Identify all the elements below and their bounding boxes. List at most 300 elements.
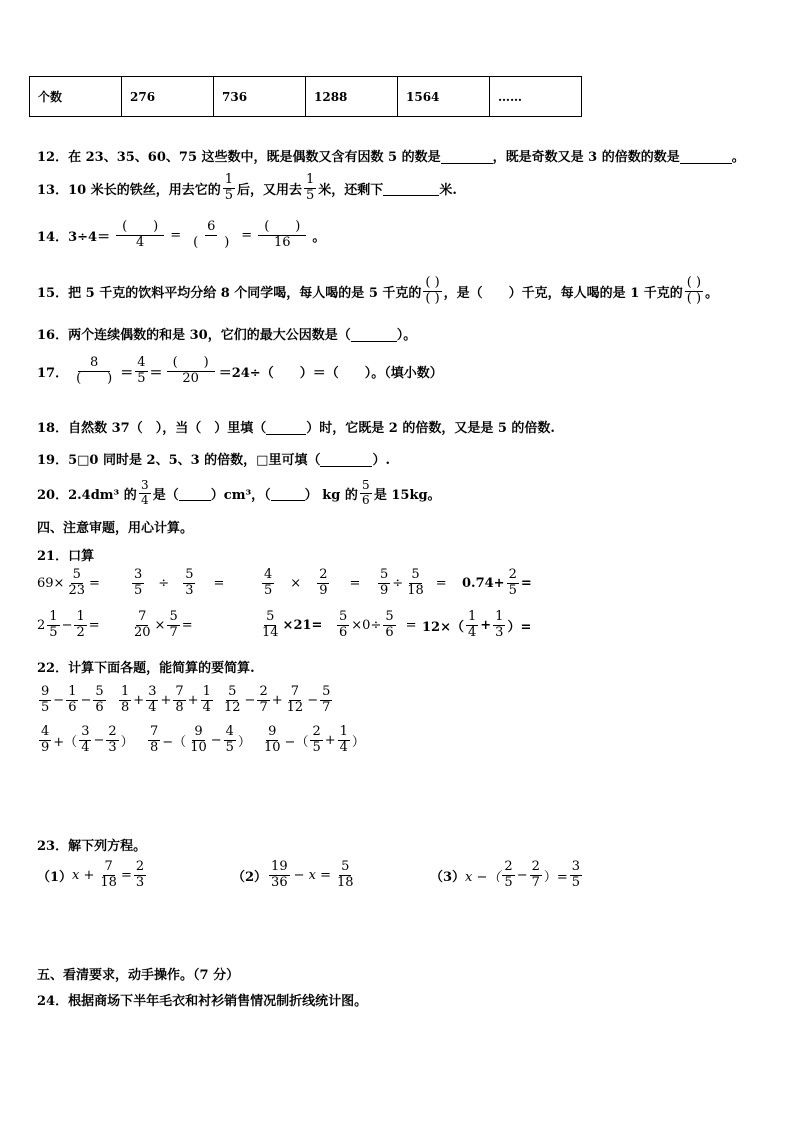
- math-text: =: [88, 617, 100, 633]
- denominator: ( ): [76, 370, 113, 386]
- fraction: [423, 276, 441, 307]
- fraction: [224, 725, 236, 756]
- question-text: 2.4dm³ 的: [68, 487, 137, 503]
- fraction: [148, 725, 160, 756]
- table-cell: 276: [122, 77, 214, 117]
- numerator: 4: [137, 355, 146, 370]
- math-text: +: [133, 692, 145, 708]
- denominator: 4: [140, 492, 149, 507]
- equation-3: [430, 860, 584, 891]
- fraction: [173, 685, 185, 716]
- numerator: 5: [385, 609, 394, 624]
- fraction: [262, 568, 274, 599]
- denominator: 5: [264, 582, 273, 598]
- denominator: 8: [121, 699, 130, 715]
- calc-item: [37, 685, 108, 716]
- numerator: 1: [495, 609, 504, 624]
- math-text: −: [244, 692, 256, 708]
- numerator: 1: [467, 609, 477, 624]
- math-text: −: [516, 867, 528, 883]
- denominator: 4: [136, 234, 145, 250]
- numerator: 5: [411, 567, 420, 582]
- question-number: 12．: [37, 150, 69, 165]
- fraction: [167, 610, 179, 641]
- denominator: 12: [286, 699, 304, 715]
- mental-calc-item: [37, 568, 100, 599]
- math-text: ）: [351, 734, 365, 750]
- math-text: −: [53, 692, 65, 708]
- denominator: 7: [259, 699, 268, 715]
- fraction: [79, 725, 91, 756]
- numerator: 2: [508, 567, 517, 582]
- numerator: 5: [185, 567, 194, 582]
- math-text: ）: [237, 734, 251, 750]
- math-text: ÷: [392, 575, 404, 591]
- denominator: ( ): [193, 234, 230, 250]
- question-text: 米.: [439, 182, 457, 198]
- question-number: 18．: [37, 421, 69, 436]
- question-text: 把 5 千克的饮料平均分给 8 个同学喝，每人喝的是 5 千克的: [68, 285, 422, 301]
- denominator: 6: [339, 624, 348, 640]
- numerator: 1: [68, 684, 77, 699]
- question-number: 15．: [37, 285, 69, 301]
- calc-item: [146, 725, 251, 756]
- fraction: [119, 685, 131, 716]
- question-text: ） kg 的: [304, 487, 358, 503]
- math-text: −: [80, 692, 92, 708]
- question-text: ）cm³，（: [210, 487, 271, 503]
- table-cell: 1288: [306, 77, 398, 117]
- equation-1: [37, 860, 148, 891]
- denominator: 4: [81, 739, 90, 755]
- numerator: 7: [138, 609, 147, 624]
- fraction: [74, 610, 86, 641]
- fraction: [222, 685, 243, 716]
- math-text: =: [435, 575, 447, 591]
- question-text: 是 15kg。: [373, 487, 441, 503]
- numerator: 3: [134, 567, 143, 582]
- denominator: 36: [271, 874, 288, 890]
- fraction: [223, 173, 235, 204]
- numerator: 2: [108, 724, 117, 739]
- numerator: 5: [72, 567, 81, 582]
- denominator: 9: [41, 739, 50, 755]
- answer-blank[interactable]: [320, 451, 372, 467]
- equals-sign: ＝: [149, 365, 163, 381]
- math-text: −: [61, 617, 73, 633]
- denominator: 3: [185, 582, 194, 598]
- math-text: =: [120, 867, 132, 883]
- fraction: [466, 610, 478, 641]
- numerator: 9: [194, 724, 203, 739]
- numerator: 1: [121, 684, 130, 699]
- math-text: +（: [53, 734, 78, 750]
- equals-sign: =: [241, 227, 253, 243]
- math-text: ×: [154, 617, 166, 633]
- question-number: 19．: [37, 453, 69, 468]
- mental-calc-item: [422, 610, 531, 641]
- numerator: 5: [380, 567, 389, 582]
- question-text: 。: [731, 150, 745, 165]
- fraction: [310, 725, 322, 756]
- question-text: 在 23、35、60、75 这些数中，既是偶数又含有因数 5 的数是: [68, 150, 441, 165]
- fraction: [39, 685, 51, 716]
- numerator: 7: [175, 684, 184, 699]
- calc-item: [260, 725, 365, 756]
- question-16: [37, 324, 416, 343]
- equation-2: [232, 860, 358, 891]
- fraction: [132, 610, 153, 641]
- fraction: [507, 568, 519, 599]
- denominator: 14: [262, 624, 279, 640]
- numerator: 2: [504, 859, 513, 874]
- mental-calc-item: [130, 610, 193, 641]
- denominator: 3: [135, 874, 145, 890]
- denominator: 6: [385, 624, 394, 640]
- numerator: 5: [95, 684, 104, 699]
- section-heading: 五、看清要求，动手操作。（7 分）: [37, 968, 240, 983]
- fraction: [335, 860, 356, 891]
- denominator: 18: [336, 874, 354, 890]
- answer-blank[interactable]: [179, 485, 211, 501]
- denominator: 5: [224, 187, 233, 203]
- denominator: 5: [225, 739, 234, 755]
- question-text: ）时，它既是 2 的倍数，又是是 5 的倍数.: [306, 421, 555, 436]
- question-21-title: 21．口算: [37, 549, 95, 564]
- numerator: 9: [41, 684, 50, 699]
- numerator: 1: [306, 172, 315, 187]
- numerator: 2: [531, 859, 540, 874]
- question-text: 10 米长的铁丝，用去它的: [68, 182, 221, 198]
- denominator: 4: [148, 699, 157, 715]
- numerator: 4: [264, 567, 273, 582]
- fraction: [106, 725, 118, 756]
- count-table: [29, 76, 582, 117]
- math-text: x +: [72, 867, 95, 883]
- math-text: =: [520, 575, 532, 591]
- numerator: ( ): [686, 275, 702, 290]
- table-cell: 1564: [398, 77, 490, 117]
- numerator: ( ): [116, 220, 164, 236]
- fraction: [260, 610, 281, 641]
- math-text: =: [213, 575, 225, 591]
- numerator: 4: [225, 724, 234, 739]
- numerator: 1: [339, 724, 348, 739]
- denominator: 6: [95, 699, 104, 715]
- math-text: ×0÷: [351, 617, 382, 633]
- question-text: ，既是奇数又是 3 的倍数的数是: [492, 150, 680, 165]
- fraction: [337, 610, 349, 641]
- fraction: [258, 220, 306, 251]
- numerator: 1: [49, 609, 58, 624]
- question-12: [37, 146, 745, 165]
- fraction: [139, 479, 151, 508]
- math-text: ×: [290, 575, 302, 591]
- fraction: [378, 568, 390, 599]
- denominator: 5: [134, 582, 143, 598]
- fraction: [98, 860, 119, 891]
- denominator: 9: [380, 582, 389, 598]
- numerator: 1: [76, 609, 85, 624]
- question-text: 两个连续偶数的和是 30，它们的最大公因数是（: [68, 328, 351, 343]
- fraction: [116, 220, 164, 251]
- fraction: [132, 568, 144, 599]
- math-text: 0.74+: [462, 575, 505, 591]
- question-number: 16．: [37, 328, 69, 343]
- denominator: 18: [100, 874, 117, 890]
- fraction: [146, 685, 158, 716]
- denominator: 6: [68, 699, 77, 715]
- numerator: 5: [228, 684, 237, 699]
- math-text: +: [187, 692, 199, 708]
- denominator: 18: [407, 582, 424, 598]
- numerator: ( ): [258, 220, 306, 236]
- math-text: −: [210, 732, 222, 748]
- denominator: 7: [531, 874, 540, 890]
- question-text: 3÷4＝: [68, 229, 111, 245]
- question-23-title: 23．解下列方程。: [37, 839, 147, 854]
- fraction: [135, 356, 147, 387]
- denominator: 20: [182, 370, 199, 386]
- question-text: 。: [312, 229, 326, 245]
- question-18: [37, 417, 555, 436]
- fraction: [66, 568, 87, 599]
- math-text: 69×: [37, 575, 65, 591]
- fraction: [530, 860, 542, 891]
- numerator: 1: [224, 172, 233, 187]
- numerator: 3: [139, 479, 151, 494]
- numerator: 2: [259, 684, 268, 699]
- calc-item: [37, 725, 134, 756]
- question-text: 自然数 37（ ），当（ ）里填（: [68, 421, 267, 436]
- question-text: 是（: [152, 487, 179, 503]
- denominator: ( ): [425, 290, 440, 306]
- math-text: ÷: [158, 575, 170, 591]
- denominator: 5: [41, 699, 50, 715]
- denominator: 5: [508, 582, 517, 598]
- calc-item: [117, 685, 215, 716]
- answer-blank[interactable]: [441, 148, 493, 164]
- question-22-title: 22．计算下面各题，能简算的要简算.: [37, 661, 255, 676]
- question-15: [37, 276, 718, 307]
- denominator: 3: [108, 739, 117, 755]
- question-text: ）。: [396, 328, 417, 343]
- math-text: ）=: [507, 619, 532, 635]
- fraction: [39, 725, 51, 756]
- math-text: =: [349, 575, 361, 591]
- table-cell: 个数: [30, 77, 122, 117]
- fraction: [320, 685, 332, 716]
- math-text: −: [93, 732, 105, 748]
- denominator: 4: [339, 739, 348, 755]
- denominator: ( ): [686, 290, 702, 306]
- mental-calc-item: [37, 610, 100, 641]
- denominator: 5: [306, 187, 315, 203]
- denominator: 3: [495, 624, 504, 640]
- denominator: 7: [169, 624, 178, 640]
- denominator: 10: [190, 739, 207, 755]
- question-text: ＝24÷（ ）＝（ ）。（填小数）: [218, 365, 443, 381]
- answer-blank[interactable]: [680, 148, 732, 164]
- math-text: − x =: [293, 867, 331, 883]
- numerator: 2: [135, 859, 145, 874]
- fraction: [257, 685, 269, 716]
- math-text: +: [324, 732, 336, 748]
- question-number: 20．: [37, 487, 69, 503]
- table-cell: 736: [214, 77, 306, 117]
- numerator: 2: [319, 567, 328, 582]
- math-text: （2）: [232, 869, 268, 885]
- denominator: 2: [76, 624, 85, 640]
- numerator: 9: [268, 724, 277, 739]
- section-heading: 四、注意审题，用心计算。: [37, 521, 194, 536]
- numerator: 3: [148, 684, 157, 699]
- fraction: [405, 568, 426, 599]
- question-17: [37, 356, 443, 387]
- equals-sign: =: [170, 227, 182, 243]
- numerator: 3: [571, 859, 581, 874]
- numerator: 2: [312, 724, 321, 739]
- question-number: 14．: [37, 229, 69, 245]
- denominator: 4: [467, 624, 477, 640]
- numerator: 7: [290, 684, 300, 699]
- fraction: [183, 568, 195, 599]
- denominator: 8: [150, 739, 159, 755]
- fraction: [269, 860, 290, 891]
- equals-sign: ＝: [120, 365, 134, 381]
- question-14: [37, 220, 325, 251]
- denominator: 5: [571, 874, 581, 890]
- mental-calc-item: [376, 568, 447, 599]
- question-text: ）.: [372, 453, 390, 468]
- answer-blank[interactable]: [266, 419, 306, 435]
- fraction: [134, 860, 146, 891]
- numerator: 8: [78, 356, 110, 372]
- denominator: 12: [224, 699, 241, 715]
- fraction: [66, 685, 78, 716]
- numerator: 5: [339, 609, 348, 624]
- math-text: +: [160, 692, 172, 708]
- fraction: [317, 568, 329, 599]
- denominator: 8: [175, 699, 184, 715]
- denominator: 9: [319, 582, 328, 598]
- question-20: [37, 479, 441, 508]
- fraction: [338, 725, 350, 756]
- numerator: 7: [150, 724, 159, 739]
- math-text: ）=: [543, 869, 568, 885]
- fraction: [383, 610, 395, 641]
- fraction: [360, 479, 372, 508]
- math-text: −（: [162, 734, 187, 750]
- fraction: [47, 610, 59, 641]
- fraction: [685, 276, 703, 307]
- calc-item: [220, 685, 334, 716]
- fraction: [262, 725, 283, 756]
- math-text: ）: [120, 734, 134, 750]
- math-text: 12×（: [422, 619, 464, 635]
- question-text: 5□0 同时是 2、5、3 的倍数，□里可填（: [68, 453, 321, 468]
- numerator: 5: [341, 859, 350, 874]
- numerator: 5: [360, 479, 372, 494]
- question-text: 。: [705, 285, 719, 301]
- fraction: [304, 173, 316, 204]
- fraction: [167, 356, 215, 387]
- numerator: 1: [202, 684, 211, 699]
- math-text: =: [405, 617, 417, 633]
- denominator: 10: [264, 739, 281, 755]
- numerator: 7: [104, 859, 113, 874]
- answer-blank[interactable]: [271, 485, 305, 501]
- denominator: 20: [134, 624, 151, 640]
- math-text: （3）: [430, 869, 466, 885]
- denominator: 23: [68, 582, 85, 598]
- mental-calc-item: [462, 568, 532, 599]
- math-text: +: [480, 617, 492, 633]
- denominator: 5: [504, 874, 513, 890]
- numerator: ( ): [167, 356, 215, 372]
- question-13: [37, 173, 457, 204]
- table-cell: ……: [490, 77, 582, 117]
- numerator: 4: [41, 724, 50, 739]
- fraction: [74, 356, 114, 387]
- numerator: 5: [169, 609, 178, 624]
- mental-calc-item: [130, 568, 224, 599]
- numerator: 19: [271, 859, 288, 874]
- fraction: [93, 685, 105, 716]
- fraction: [188, 725, 209, 756]
- math-text: =: [88, 575, 100, 591]
- denominator: 7: [322, 699, 331, 715]
- numerator: ( ): [425, 275, 440, 290]
- denominator: 5: [49, 624, 58, 640]
- denominator: 4: [202, 699, 211, 715]
- question-number: 17．: [37, 365, 69, 381]
- numerator: 5: [322, 684, 331, 699]
- fraction: [570, 860, 582, 891]
- fraction: [201, 685, 213, 716]
- math-text: +: [271, 692, 283, 708]
- denominator: 5: [137, 370, 146, 386]
- question-text: 米，还剩下: [318, 182, 384, 198]
- question-number: 13．: [37, 182, 69, 198]
- table-row: [30, 77, 582, 117]
- question-text: ，是（ ）千克，每人喝的是 1 千克的: [443, 285, 683, 301]
- question-19: [37, 449, 390, 468]
- fraction: [285, 685, 306, 716]
- mental-calc-item: [260, 568, 360, 599]
- math-text: ×21=: [282, 617, 323, 633]
- denominator: 16: [274, 234, 291, 250]
- mental-calc-item: [335, 610, 417, 641]
- math-text: （1）: [37, 869, 73, 885]
- question-24: 24．根据商场下半年毛衣和衬衫销售情况制折线统计图。: [37, 994, 368, 1009]
- fraction: [493, 610, 505, 641]
- numerator: 6: [207, 219, 216, 234]
- math-text: =: [181, 617, 193, 633]
- math-text: −（: [284, 734, 309, 750]
- numerator: 5: [266, 609, 275, 624]
- math-text: −: [307, 692, 319, 708]
- math-text: x −（: [465, 869, 501, 885]
- answer-blank[interactable]: [351, 326, 397, 342]
- denominator: 6: [362, 492, 370, 507]
- answer-blank[interactable]: [383, 180, 439, 196]
- mental-calc-item: [258, 610, 322, 641]
- fraction: [187, 220, 235, 251]
- math-text: 2: [37, 617, 46, 633]
- numerator: 3: [81, 724, 90, 739]
- question-text: 后，又用去: [237, 182, 303, 198]
